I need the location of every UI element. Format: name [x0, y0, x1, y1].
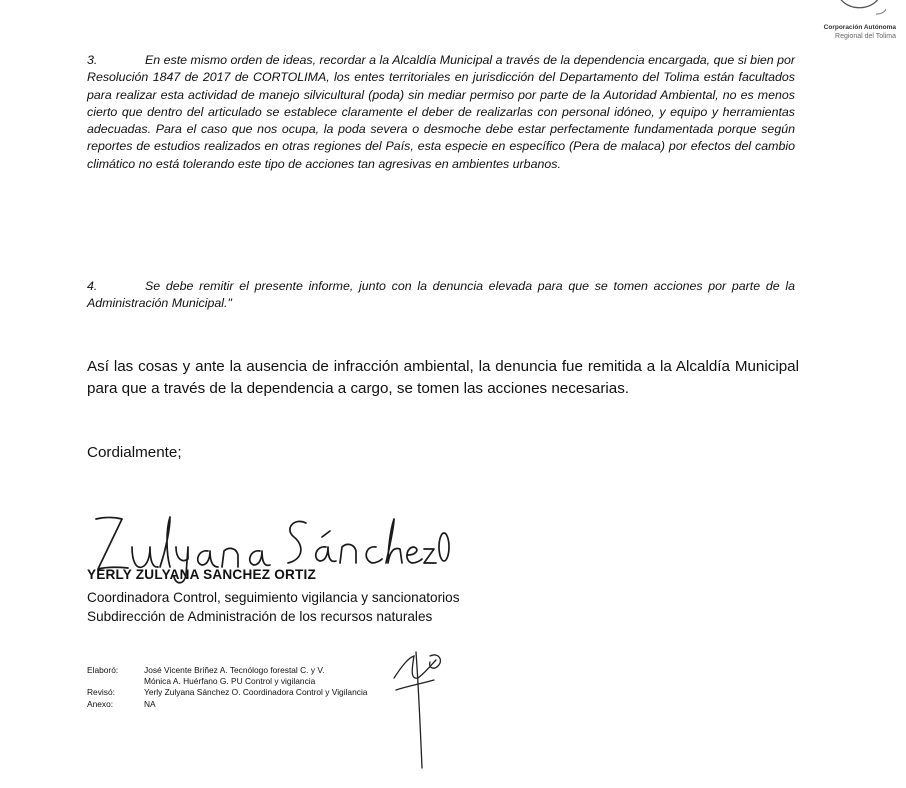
signer-role: Coordinadora Control, seguimiento vigilancia y sancionatorios: [87, 590, 460, 605]
review-initials-mark: [356, 650, 456, 770]
item-number: 3.: [87, 53, 98, 67]
item-number: 4.: [87, 279, 98, 293]
credit-label: Revisó:: [87, 687, 115, 698]
body-paragraph: Así las cosas y ante la ausencia de infracción ambiental, la denuncia fue remitida a la Alcaldía Municipal para que a través de la dependencia a cargo, se tomen las acciones necesarias.: [87, 358, 799, 397]
signer-unit: Subdirección de Administración de los recursos naturales: [87, 609, 433, 624]
item-text: En este mismo orden de ideas, recordar a la Alcaldía Municipal a través de la dependencia encargada, que si bien por Resolución 1847 de 2017 de CORTOLIMA, los entes territoriales en jurisdicción del Departamento del Tolima están facultados para realizar esta actividad de manejo silvicultural (poda) sin mediar permiso por parte de la Autoridad Ambiental, no es menos cierto que dentro del articulado se establece claramente el deber de realizarlas con personal idóneo, y equipo y herramientas adecuadas. Para el caso que nos ocupa, la poda severa o desmoche debe estar perfectamente fundamentada porque según reportes de estudios realizados en otras regiones del País, esta especie en específico (Pera de malaca) por efectos del cambio climático no está tolerando este tipo de acciones tan agresivas en ambientes urbanos.: [87, 53, 795, 171]
document-credits: [87, 665, 367, 710]
numbered-item-4: [87, 278, 795, 313]
logo-line-1: Corporación Autónoma: [823, 24, 896, 31]
closing-salutation: Cordialmente;: [87, 444, 182, 462]
credit-value: NA: [144, 698, 156, 709]
numbered-item-3: [87, 52, 795, 173]
credit-value: Mónica A. Huérfano G. PU Control y vigilancia: [144, 676, 316, 687]
credit-value: Yerly Zulyana Sánchez O. Coordinadora Control y Vigilancia: [144, 687, 368, 698]
signer-name: YERLY ZULYANA SANCHEZ ORTIZ: [87, 567, 316, 582]
credit-value: José Vicente Briñez A. Tecnólogo forestal C. y V.: [144, 665, 325, 675]
credit-label: [87, 676, 144, 687]
cortolima-logo: [802, 0, 896, 46]
logo-line-2: Regional del Tolima: [835, 33, 896, 40]
credit-row: [87, 676, 367, 687]
credit-row: [87, 665, 367, 676]
item-text: Se debe remitir el presente informe, junto con la denuncia elevada para que se tomen acciones por parte de la Administración Municipal.": [87, 279, 795, 311]
credit-row: [87, 699, 367, 710]
credit-row: [87, 687, 367, 698]
credit-label: Anexo:: [87, 698, 114, 709]
logo-emblem-icon: [832, 0, 886, 22]
credit-label: Elaboró:: [87, 665, 119, 675]
